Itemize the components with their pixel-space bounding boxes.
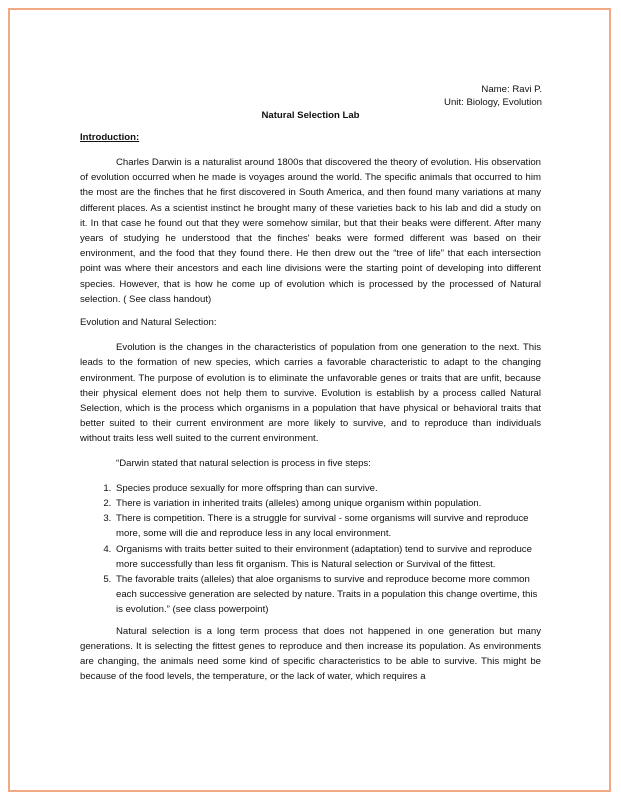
list-item: 1. Species produce sexually for more offspring than can survive. — [114, 481, 541, 496]
closing-paragraph: Natural selection is a long term process that does not happened in one generation but many generations. It is selecting the fittest genes to reproduce and then increase its population. As environments are changing, the animals need some kind of specific characteristics to be able to survive. This might be because of the food levels, the temperature, or the lack of water, which requires a — [80, 625, 541, 683]
steps-list — [80, 481, 541, 618]
introduction-heading: Introduction: — [80, 132, 140, 143]
document-body — [80, 130, 541, 685]
list-item: 4. Organisms with traits better suited to their environment (adaptation) tend to survive and reproduce more successfully than less fit organism. This is Natural selection or Survival of the fittest. — [114, 542, 541, 572]
evolution-paragraph: Evolution is the changes in the characteristics of population from one generation to the next. This leads to the formation of new species, which carries a favorable characteristic to adapt to the changing environment. The purpose of evolution is to eliminate the unfavorable genes or traits that are unfit, because their physical element does not help them to survive. Evolution is establish by a process called Natural Selection, which is the process which organisms in a population that have physical or behavioral traits that better suited to their current environment are more likely to survive, and to reproduce than individuals without traits less well suited to the current environment. — [80, 342, 541, 445]
document-title: Natural Selection Lab — [261, 110, 360, 121]
list-item: 3. There is competition. There is a struggle for survival - some organisms will survive and reproduce more, some will die and reproduce less in any local environment. — [114, 511, 541, 541]
introduction-paragraph: Charles Darwin is a naturalist around 1800s that discovered the theory of evolution. His observation of evolution occurred when he made is voyages around the world. The specific animals that occurred to him the most are the finches that he first discovered in South America, and then found many variations at many different places. As a scientist instinct he brought many of these varieties back to his lab and did a study on it. In that case he found out that they were somehow similar, but that their beaks were different. After many years of studying he understood that the finches' beaks were formed different was based on their environment, and the food that they found there. He then drew out the “tree of life” that each intersection point was where their ancestors and each line divisions were the starting point of developing into different species. However, that is how he come up of evolution which is processed by the processed of Natural selection. ( See class handout) — [80, 157, 541, 305]
list-item: 5. The favorable traits (alleles) that aloe organisms to survive and reproduce become more common each successive generation are selected by nature. Traits in a population this change overtime, this is evolution.” (see class powerpoint) — [114, 572, 541, 618]
unit-label: Unit: Biology, Evolution — [444, 97, 542, 108]
evolution-heading: Evolution and Natural Selection: — [80, 317, 217, 329]
author-block — [444, 83, 542, 109]
list-item: 2. There is variation in inherited traits (alleles) among unique organism within population. — [114, 496, 541, 511]
quote-intro: “Darwin stated that natural selection is process in five steps: — [116, 457, 371, 469]
author-name: Name: Ravi P. — [481, 84, 542, 95]
